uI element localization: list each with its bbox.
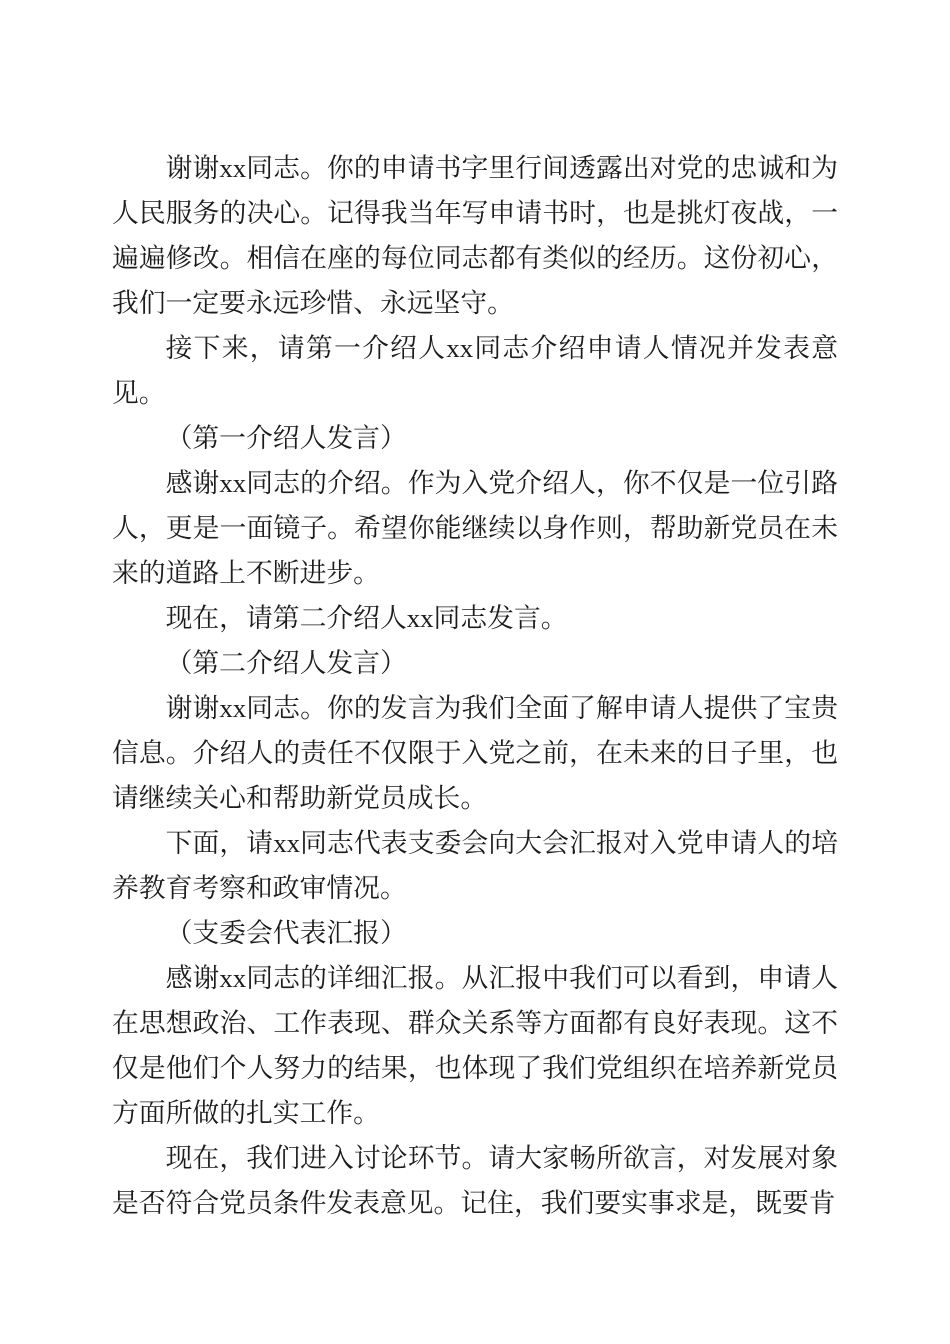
paragraph-stage-direction: （第二介绍人发言） bbox=[165, 648, 407, 678]
paragraph: 下面，请xx同志代表支委会向大会汇报对入党申请人的培养教育考察和政审情况。 bbox=[112, 828, 838, 903]
paragraph-truncated: 现在，我们进入讨论环节。请大家畅所欲言，对发展对象是否符合党员条件发表意见。记住，我们要实事求是，既要肯 bbox=[112, 1143, 838, 1218]
paragraph-stage-direction: （第一介绍人发言） bbox=[165, 423, 407, 453]
paragraph: 感谢xx同志的介绍。作为入党介绍人，你不仅是一位引路人，更是一面镜子。希望你能继续以身作则，帮助新党员在未来的道路上不断进步。 bbox=[112, 468, 838, 588]
paragraph: 感谢xx同志的详细汇报。从汇报中我们可以看到，申请人在思想政治、工作表现、群众关系等方面都有良好表现。这不仅是他们个人努力的结果，也体现了我们党组织在培养新党员方面所做的扎实工作。 bbox=[112, 963, 838, 1128]
paragraph: 现在，请第二介绍人xx同志发言。 bbox=[165, 603, 568, 633]
paragraph: 谢谢xx同志。你的申请书字里行间透露出对党的忠诚和为人民服务的决心。记得我当年写申请书时，也是挑灯夜战，一遍遍修改。相信在座的每位同志都有类似的经历。这份初心，我们一定要永远珍惜、永远坚守。 bbox=[112, 153, 838, 318]
document-text-block bbox=[112, 146, 838, 1226]
paragraph-stage-direction: （支委会代表汇报） bbox=[165, 918, 407, 948]
paragraph: 谢谢xx同志。你的发言为我们全面了解申请人提供了宝贵信息。介绍人的责任不仅限于入党之前，在未来的日子里，也请继续关心和帮助新党员成长。 bbox=[112, 693, 838, 813]
paragraph: 接下来，请第一介绍人xx同志介绍申请人情况并发表意见。 bbox=[112, 333, 838, 408]
